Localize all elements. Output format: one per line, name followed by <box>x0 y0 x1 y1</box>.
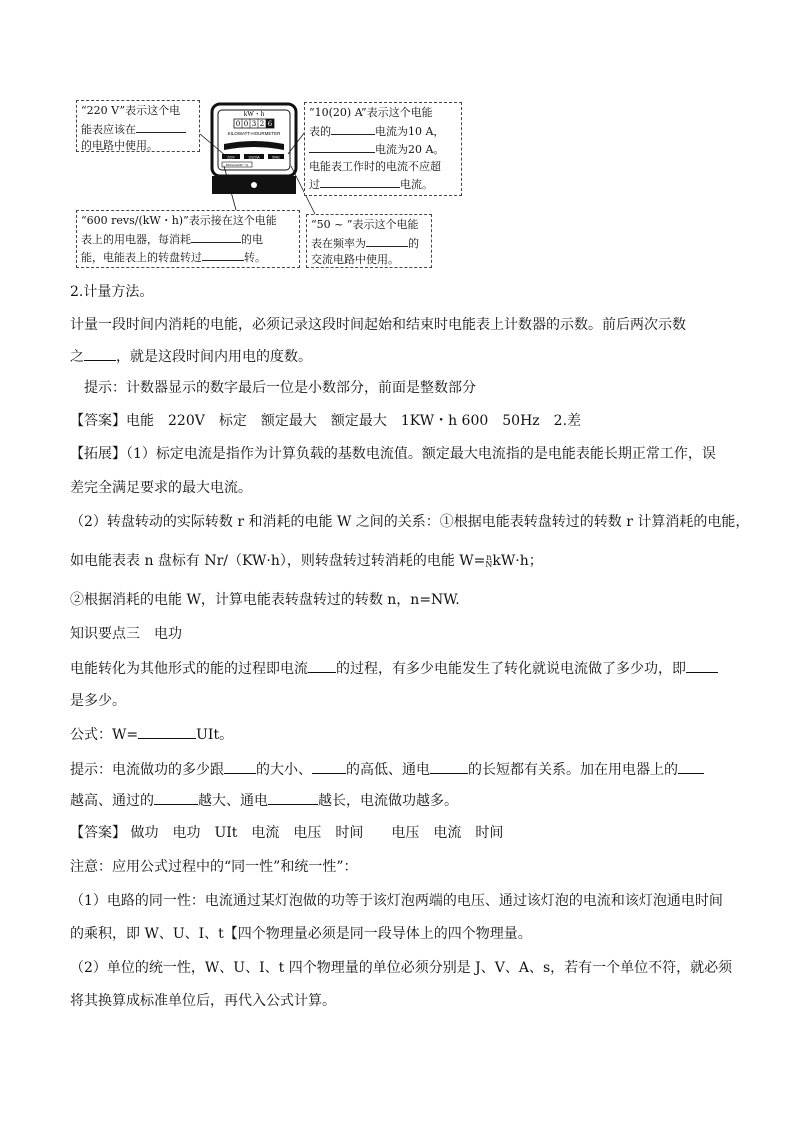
answer-line: 【答案】 做功 电功 UIt 电流 电压 时间 电压 电流 时间 <box>70 825 504 841</box>
paragraph-line <box>70 551 543 571</box>
text: 的电路中使用。 <box>81 139 158 152</box>
answer-blank <box>309 140 375 153</box>
hint-line <box>70 790 458 811</box>
answer-blank <box>154 790 198 805</box>
meter-label: 600revs/(kW・h) <box>225 163 249 167</box>
paragraph-line: 的乘积，即 W、U、I、t【四个物理量必须是同一段导体上的四个物理量。 <box>70 926 532 942</box>
text: 公式：W= <box>70 727 139 743</box>
text: 电流。 <box>400 178 433 191</box>
text: 电能转化为其他形式的能的过程即电流 <box>70 661 308 677</box>
answer-blank <box>312 759 346 774</box>
text: UIt。 <box>196 727 234 743</box>
numerator: n <box>486 553 492 562</box>
electric-meter-diagram <box>76 98 464 272</box>
text: 能，电能表上的转盘转过 <box>81 251 202 264</box>
text: 越高、通过的 <box>70 793 154 809</box>
text: 表在频率为 <box>311 236 366 250</box>
paragraph-line: 将其换算成标准单位后，再代入公式计算。 <box>70 993 336 1009</box>
text: 过 <box>309 178 320 191</box>
text: 电流为20 A。 <box>375 143 445 156</box>
paragraph-line: ②根据消耗的电能 W，计算电能表转盘转过的转数 n，n=NW. <box>70 592 460 608</box>
digit: 3 <box>251 120 257 128</box>
text: 表的 <box>309 124 331 138</box>
answer-blank <box>268 790 318 805</box>
digit: 6 <box>267 120 273 128</box>
paragraph-line <box>70 658 718 679</box>
paragraph-line: （2）转盘转动的实际转数 r 和消耗的电能 W 之间的关系：①根据电能表转盘转过的转数 r 计算消耗的电能， <box>70 514 750 530</box>
digit: 0 <box>235 120 241 128</box>
answer-blank <box>138 724 196 739</box>
denominator: N <box>485 560 493 569</box>
answer-blank <box>308 658 336 673</box>
paragraph-line: 【拓展】（1）标定电流是指作为计算负载的基数电流值。额定最大电流指的是电能表能长期正常工作，误 <box>70 446 716 462</box>
text: “10(20) A”表示这个电能 <box>309 106 433 119</box>
answer-blank <box>430 759 468 774</box>
text: 电流为10 A， <box>375 124 445 138</box>
answer-blank <box>191 230 241 243</box>
text: 越长，电流做功越多。 <box>318 793 458 809</box>
text: 表上的用电器，每消耗 <box>81 232 191 246</box>
meter-brand: KILOWATT-HOURMETER <box>227 131 281 136</box>
answer-blank <box>320 175 400 188</box>
text: 越大、通电 <box>198 793 268 809</box>
meter-label: 50Hz <box>272 155 280 160</box>
meter-unit: kW・h <box>243 110 265 118</box>
meter-label: 220V <box>227 155 235 160</box>
answer-blank <box>224 759 256 774</box>
annotation-current <box>304 102 462 196</box>
paragraph-line: 是多少。 <box>70 693 126 709</box>
text: 之 <box>70 349 84 365</box>
text: 的长短都有关系。加在用电器上的 <box>468 762 678 778</box>
text: 的过程，有多少电能发生了转化就说电流做了多少功，即 <box>336 661 686 677</box>
text: 的大小、 <box>256 762 312 778</box>
formula-line <box>70 724 233 745</box>
hint-line <box>70 759 704 780</box>
text: 交流电路中使用。 <box>311 253 399 266</box>
annotation-revs <box>76 210 300 268</box>
answer-blank <box>686 658 718 673</box>
text: 电能表工作时的电流不应超 <box>309 159 441 173</box>
section-heading: 知识要点三 电功 <box>70 626 182 642</box>
note-line: 注意：应用公式过程中的“同一性”和统一性”： <box>70 859 358 875</box>
answer-blank <box>84 346 116 361</box>
text: 转。 <box>244 251 266 264</box>
text: 能表应该在 <box>81 122 136 136</box>
text: 的 <box>408 236 419 250</box>
text: 如电能表表 n 盘标有 Nr/（KW·h），则转盘转过转消耗的电能 W= <box>70 553 486 569</box>
section-heading: 2.计量方法。 <box>70 284 154 300</box>
hint-line: 提示：计数器显示的数字最后一位是小数部分，前面是整数部分 <box>84 380 476 396</box>
text: ，就是这段时间内用电的度数。 <box>116 349 312 365</box>
answer-line: 【答案】电能 220V 标定 额定最大 额定最大 1KW・h 600 50Hz 2.差 <box>70 413 582 429</box>
answer-blank <box>678 759 704 774</box>
text: 的高低、通电 <box>346 762 430 778</box>
paragraph-line <box>70 346 312 367</box>
text: 提示：电流做功的多少跟 <box>70 762 224 778</box>
digit: 0 <box>243 120 249 128</box>
answer-blank <box>202 248 244 261</box>
paragraph-line: （2）单位的统一性，W、U、I、t 四个物理量的单位必须分别是 J、V、A、s，若有一个单位不符，就必须 <box>70 960 733 976</box>
paragraph-line: 差完全满足要求的最大电流。 <box>70 480 252 496</box>
paragraph-line: （1）电路的同一性：电流通过某灯泡做的功等于该灯泡两端的电压、通过该灯泡的电流和该灯泡通电时间 <box>70 893 723 909</box>
text: “50 ~ ”表示这个电能 <box>311 218 419 231</box>
paragraph-line: 计量一段时间内消耗的电能，必须记录这段时间起始和结束时电能表上计数器的示数。前后两次示数 <box>70 317 686 333</box>
answer-blank <box>331 122 375 135</box>
text: “600 revs/(kW・h)”表示接在这个电能 <box>81 214 277 227</box>
digit: 2 <box>259 120 265 128</box>
text: kW·h； <box>492 553 543 569</box>
annotation-50hz <box>306 214 432 268</box>
text: 的电 <box>241 232 263 246</box>
meter-label: 10(20)A <box>248 155 260 160</box>
text: “220 V”表示这个电 <box>81 104 181 117</box>
answer-blank <box>366 234 408 247</box>
